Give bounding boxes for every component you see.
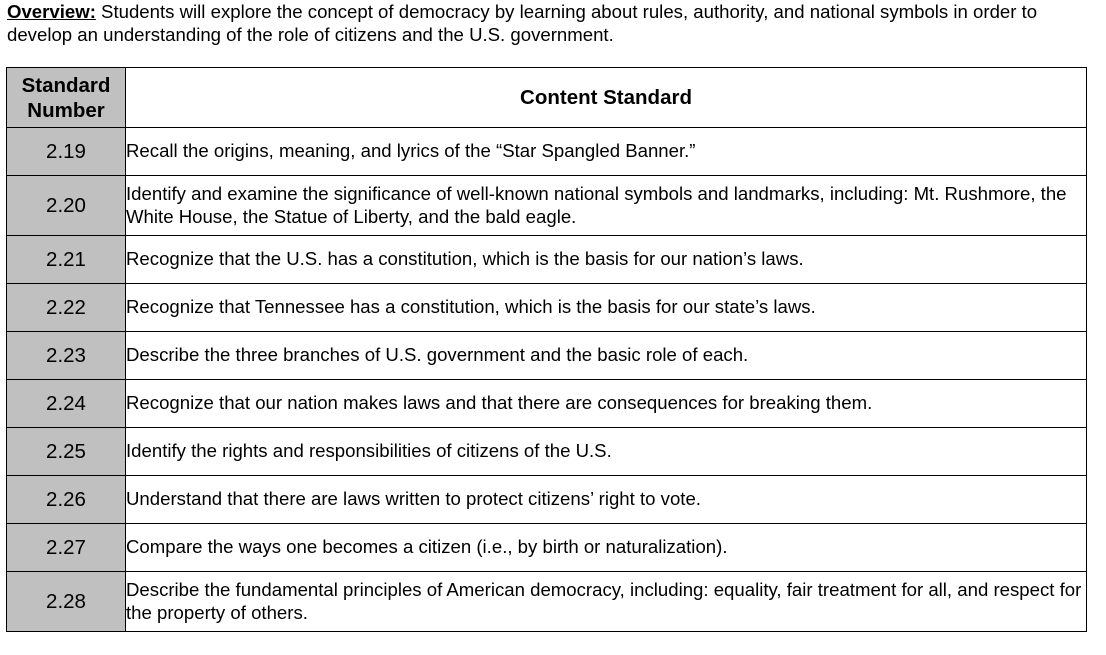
standard-number: 2.19 <box>7 128 126 176</box>
standard-text: Compare the ways one becomes a citizen (i.e., by birth or naturalization). <box>126 524 1087 572</box>
standards-table <box>6 67 1087 632</box>
header-standard-number: Standard Number <box>7 68 126 128</box>
table-row <box>7 428 1087 476</box>
overview-text: Students will explore the concept of democracy by learning about rules, authority, and national symbols in order to develop an understanding of the role of citizens and the U.S. government. <box>7 1 1038 45</box>
standard-number: 2.20 <box>7 176 126 236</box>
table-header-row <box>7 68 1087 128</box>
table-row <box>7 284 1087 332</box>
table-row <box>7 476 1087 524</box>
table-row <box>7 380 1087 428</box>
overview-paragraph <box>7 0 1092 46</box>
standard-number: 2.28 <box>7 572 126 632</box>
table-row <box>7 524 1087 572</box>
standard-text: Recall the origins, meaning, and lyrics of the “Star Spangled Banner.” <box>126 128 1087 176</box>
standard-number: 2.26 <box>7 476 126 524</box>
standard-text: Recognize that our nation makes laws and that there are consequences for breaking them. <box>126 380 1087 428</box>
overview-label: Overview: <box>7 1 96 22</box>
header-content-standard: Content Standard <box>126 68 1087 128</box>
standard-number: 2.22 <box>7 284 126 332</box>
table-row <box>7 236 1087 284</box>
table-row <box>7 572 1087 632</box>
standard-number: 2.24 <box>7 380 126 428</box>
table-row <box>7 128 1087 176</box>
standard-text: Describe the fundamental principles of American democracy, including: equality, fair treatment for all, and respect for the property of others. <box>126 572 1087 632</box>
standard-text: Recognize that Tennessee has a constitution, which is the basis for our state’s laws. <box>126 284 1087 332</box>
table-row <box>7 332 1087 380</box>
standard-text: Identify and examine the significance of well-known national symbols and landmarks, including: Mt. Rushmore, the White House, the Statue of Liberty, and the bald eagle. <box>126 176 1087 236</box>
standard-number: 2.27 <box>7 524 126 572</box>
standard-text: Describe the three branches of U.S. government and the basic role of each. <box>126 332 1087 380</box>
table-row <box>7 176 1087 236</box>
standard-number: 2.21 <box>7 236 126 284</box>
standard-text: Identify the rights and responsibilities of citizens of the U.S. <box>126 428 1087 476</box>
standard-number: 2.23 <box>7 332 126 380</box>
standard-text: Recognize that the U.S. has a constitution, which is the basis for our nation’s laws. <box>126 236 1087 284</box>
standard-number: 2.25 <box>7 428 126 476</box>
standard-text: Understand that there are laws written to protect citizens’ right to vote. <box>126 476 1087 524</box>
